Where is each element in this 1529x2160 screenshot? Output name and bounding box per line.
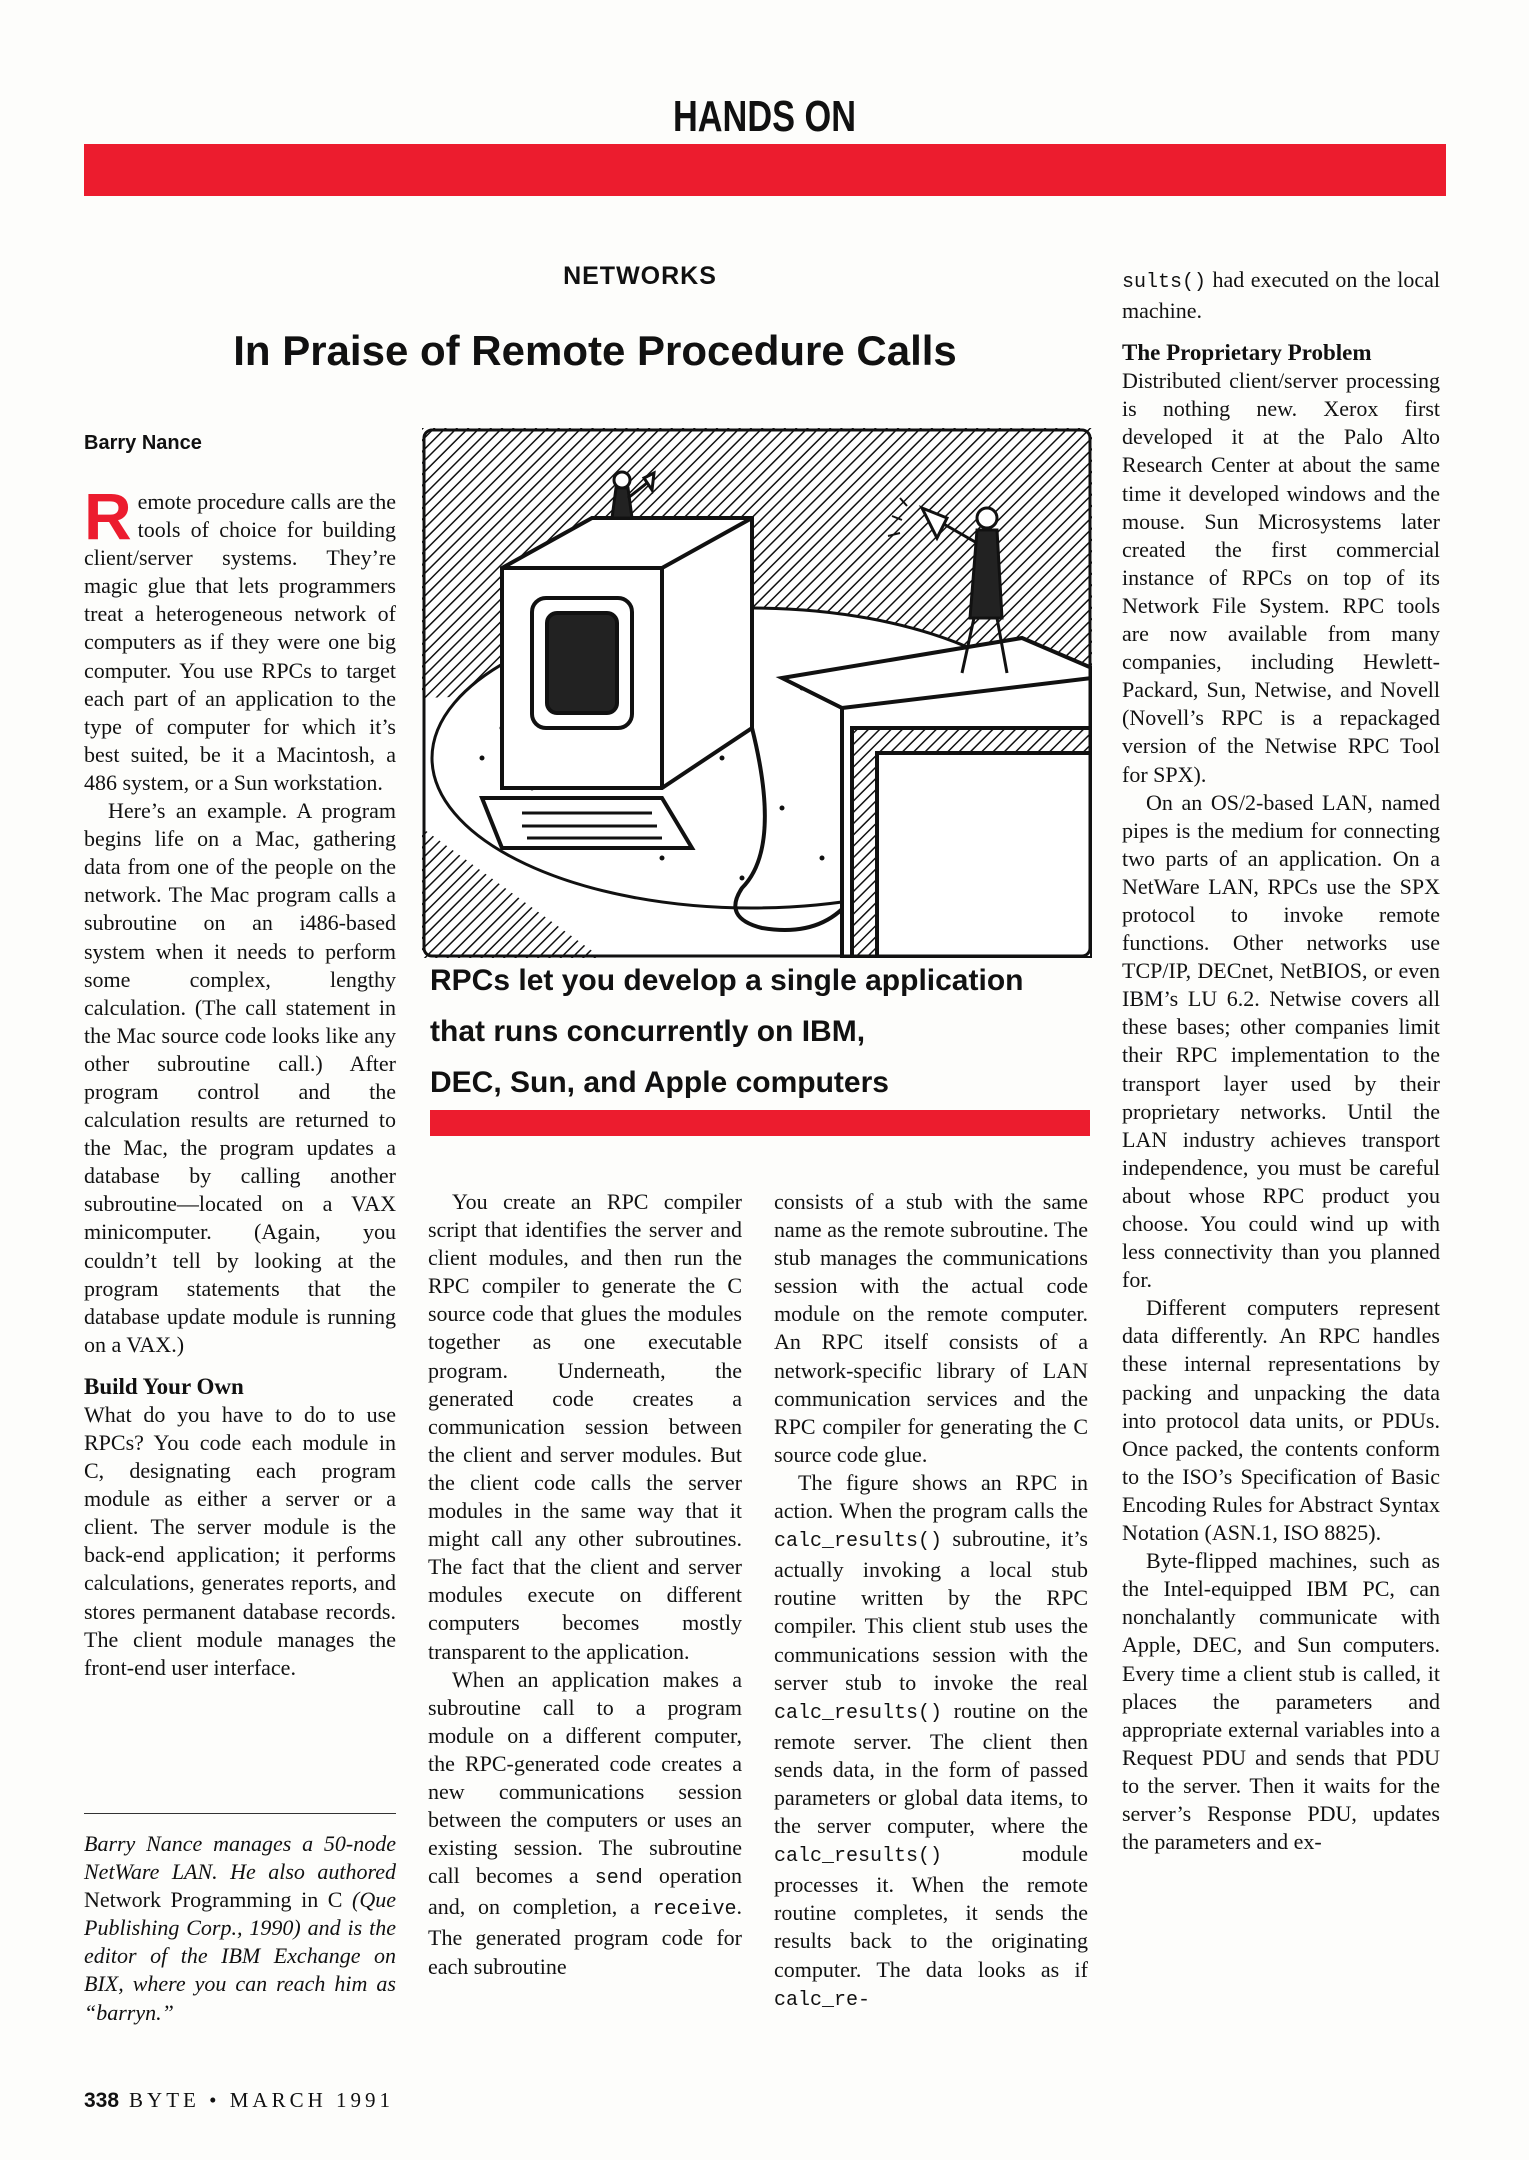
drop-cap: R bbox=[84, 479, 132, 553]
paragraph-5: When an application makes a subroutine call to a program module on a different computer, the RPC-generated code creates a new communications session between the computers or uses an existing session. The subroutine call becomes a send operation and, on completion, a receive. The generated program code for each subroutine bbox=[428, 1666, 742, 1979]
paragraph-7-continued: sults() had executed on the local machine. bbox=[1122, 267, 1440, 324]
article-title: In Praise of Remote Procedure Calls bbox=[233, 327, 957, 374]
paragraph-9: On an OS/2-based LAN, named pipes is the medium for connecting two parts of an application. On a NetWare LAN, RPCs use the SPX protocol to invoke remote functions. Other networks use TCP/IP, DECnet, NetBIOS, or even IBM’s LU 6.2. Netwise covers all these bases; other companies limit their RPC implementation to the transport layer used by their proprietary networks. Until the LAN industry achieves transport independence, you must be careful about whose RPC product you choose. You could wind up with less connectivity than you planned for. bbox=[1122, 789, 1440, 1293]
header-red-bar bbox=[84, 144, 1446, 196]
magazine-issue: BYTE • MARCH 1991 bbox=[129, 2088, 394, 2112]
paragraph-11: Byte-flipped machines, such as the Intel-equipped IBM PC, can nonchalantly communicate with Apple, DEC, and Sun computers. Every time a client stub is called, it places the parameters and appropriate external variables into a Request PDU and sends that PDU to the server. Then it waits for the server’s Response PDU, updates the parameters and ex- bbox=[1122, 1548, 1440, 1855]
illustration-computers bbox=[422, 428, 1092, 958]
paragraph-7: The figure shows an RPC in action. When the program calls the calc_results() subroutine, it’s actually invoking a local stub routine written by the RPC compiler. This client stub uses the communications session with the server stub to invoke the real calc_results() routine on the remote server. The client then sends data, in the form of passed parameters or global data items, to the server computer, where the calc_results() module processes it. When the remote routine completes, it sends the results back to the originating computer. The data looks as if calc_re- bbox=[774, 1469, 1088, 2012]
article-kicker: NETWORKS bbox=[563, 262, 717, 290]
code-sults: sults() bbox=[1122, 271, 1207, 294]
page-footer bbox=[84, 2088, 394, 2113]
column-4 bbox=[1122, 266, 1440, 1856]
paragraph-8: Distributed client/server processing is nothing new. Xerox first developed it at the Palo Alto Research Center at about the same time it developed windows and the mouse. Sun Microsystems later created the first commercial instance of RPCs on top of its Network File System. RPC tools are now available from many companies, including Hewlett-Packard, Sun, Netwise, and Novell (Novell’s RPC is a repackaged version of the Netwise RPC Tool for SPX). bbox=[1122, 368, 1440, 787]
section-header: HANDS ON bbox=[672, 92, 857, 141]
page-number: 338 bbox=[84, 2089, 120, 2112]
code-receive: receive bbox=[652, 1898, 737, 1922]
author-bio: Barry Nance manages a 50-node NetWare LAN. He also authored Network Programming in C (Que Publishing Corp., 1990) and is the editor of the IBM Exchange on BIX, where you can reach him as “barryn.” bbox=[84, 1831, 396, 2025]
pull-quote-line-2: that runs concurrently on IBM, bbox=[430, 1015, 866, 1048]
paragraph-10: Different computers represent data differently. An RPC handles these internal representations by packing and unpacking the data into protocol data units, or PDUs. Once packed, the contents conform to the ISO’s Specification of Basic Encoding Rules for Abstract Syntax Notation (ASN.1, ISO 8825). bbox=[1122, 1295, 1440, 1546]
pull-quote-line-1: RPCs let you develop a single application bbox=[430, 964, 1024, 997]
book-title: Network Programming in C bbox=[84, 1887, 343, 1913]
code-send: send bbox=[594, 1867, 643, 1891]
subheading-build-your-own: Build Your Own bbox=[84, 1373, 244, 1399]
code-calc-results-hyphenated: calc_re- bbox=[774, 1988, 871, 2012]
bio-divider bbox=[84, 1813, 396, 1814]
column-1 bbox=[84, 479, 396, 1682]
column-2 bbox=[428, 1188, 742, 1981]
subheading-proprietary-problem: The Proprietary Problem bbox=[1122, 340, 1372, 366]
code-calc-results: calc_results() bbox=[774, 1530, 943, 1554]
pull-quote-red-bar bbox=[430, 1110, 1090, 1136]
paragraph-4: You create an RPC compiler script that identifies the server and client modules, and then run the RPC compiler to generate the C source code that glues the modules together as one executable program. Underneath, the generated code creates a communication session between the client and server modules. But the client code calls the server modules in the same way that it might call any other subroutines. The fact that the client and server modules execute on different computers becomes mostly transparent to the application. bbox=[428, 1189, 742, 1664]
code-calc-results: calc_results() bbox=[774, 1845, 943, 1869]
column-3 bbox=[774, 1188, 1088, 2015]
paragraph-3: What do you have to do to use RPCs? You code each module in C, designating each program module as either a server or a client. The server module is the back-end application; it performs calculations, generates reports, and stores permanent database records. The client module manages the front-end user interface. bbox=[84, 1401, 396, 1680]
pull-quote-line-3: DEC, Sun, and Apple computers bbox=[430, 1066, 889, 1099]
code-calc-results: calc_results() bbox=[774, 1701, 943, 1725]
paragraph-6: consists of a stub with the same name as the remote subroutine. The stub manages the communications session with the actual code module on the remote computer. An RPC itself consists of a network-specific library of LAN communication services and the RPC compiler for generating the C source code glue. bbox=[774, 1189, 1088, 1467]
pull-quote bbox=[430, 955, 1090, 1108]
paragraph-2: Here’s an example. A program begins life on a Mac, gathering data from one of the people on the network. The Mac program calls a subroutine on an i486-based system when it needs to perform some complex, lengthy calculation. (The call statement in the Mac source code looks like any other subroutine call.) After program control and the calculation results are returned to the Mac, the program updates a database by calling another subroutine—located on a VAX minicomputer. (Again, you couldn’t tell by looking at the program statements that the database update module is running on a VAX.) bbox=[84, 798, 396, 1357]
paragraph-1: Remote procedure calls are the tools of choice for building client/server systems. They’re magic glue that lets programmers treat a heterogeneous network of computers as if they were one big computer. You use RPCs to target each part of an application to the type of computer for which it’s best suited, be it a Macintosh, a 486 system, or a Sun workstation. bbox=[84, 479, 396, 795]
author-byline: Barry Nance bbox=[84, 432, 202, 454]
